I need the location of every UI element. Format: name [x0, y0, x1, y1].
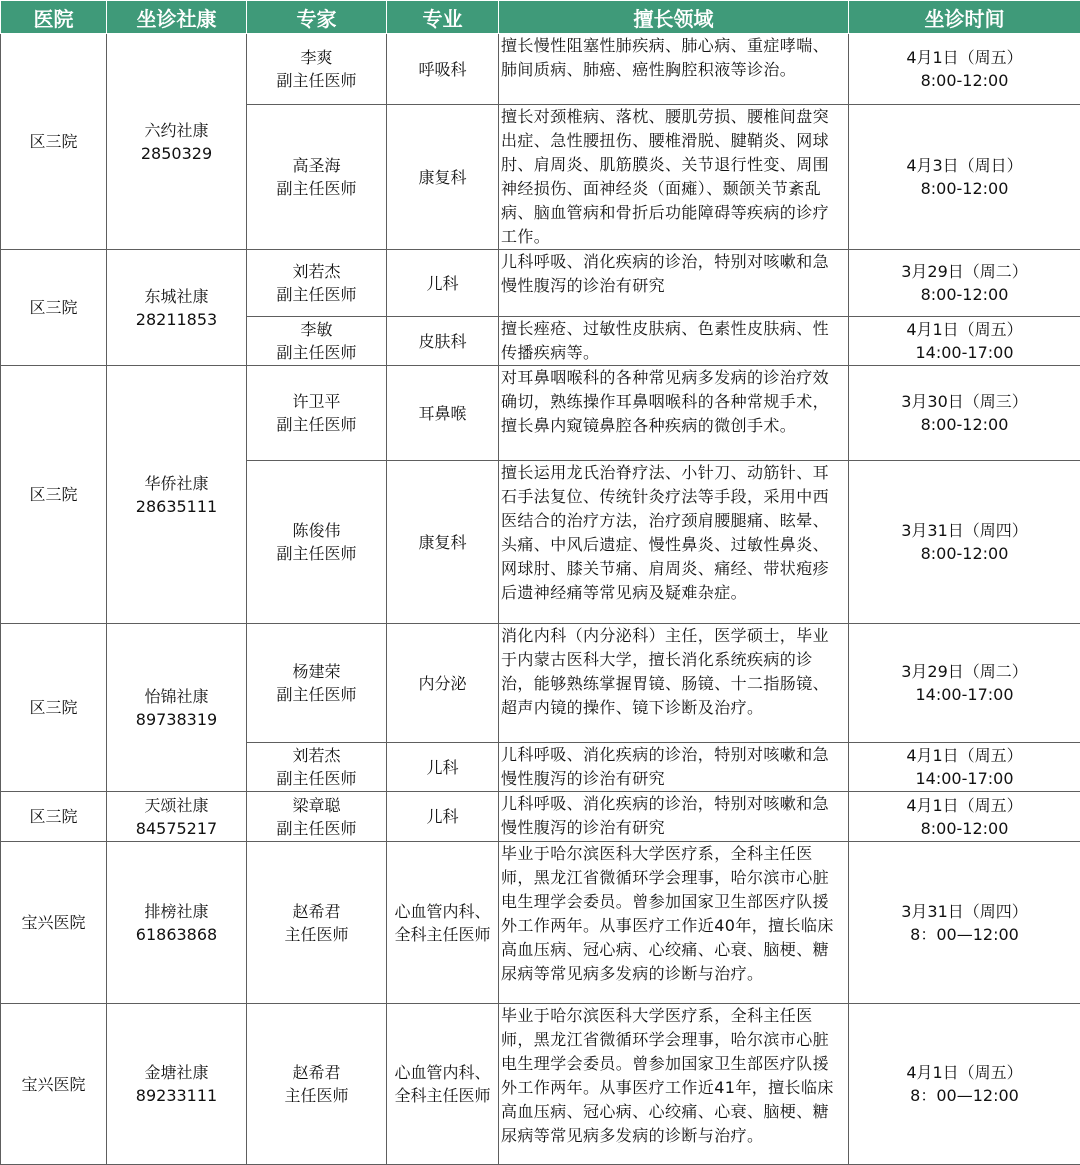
specialty-cell: 擅长慢性阻塞性肺疾病、肺心病、重症哮喘、肺间质病、肺癌、癌性胸腔积液等诊治。 [499, 34, 849, 105]
visit-date: 3月29日（周二） [849, 660, 1080, 683]
department-cell: 康复科 [387, 461, 499, 624]
community-phone: 61863868 [107, 923, 246, 946]
header-department: 专业 [387, 1, 499, 34]
hospital-cell: 区三院 [1, 792, 107, 842]
specialty-cell: 毕业于哈尔滨医科大学医疗系，全科主任医师，黑龙江省微循环学会理事，哈尔滨市心脏电生理学会委员。曾参加国家卫生部医疗队援外工作两年。从事医疗工作近40年，擅长临床高血压病、冠心病、心绞痛、心衰、脑梗、糖尿病等常见病多发病的诊断与治疗。 [499, 842, 849, 1004]
community-name: 六约社康 [107, 119, 246, 142]
community-name: 东城社康 [107, 285, 246, 308]
specialty-cell: 消化内科（内分泌科）主任，医学硕士，毕业于内蒙古医科大学，擅长消化系统疾病的诊治，能够熟练掌握胃镜、肠镜、十二指肠镜、超声内镜的操作、镜下诊断及治疗。 [499, 624, 849, 743]
visit-date: 4月1日（周五） [849, 46, 1080, 69]
expert-name: 许卫平 [247, 390, 386, 413]
time-cell [849, 461, 1080, 624]
table-row [1, 624, 1080, 743]
expert-cell [247, 842, 387, 1004]
expert-name: 李爽 [247, 46, 386, 69]
expert-cell [247, 461, 387, 624]
department-cell: 儿科 [387, 250, 499, 317]
expert-cell [247, 792, 387, 842]
header-row [1, 1, 1080, 34]
table-row [1, 1004, 1080, 1165]
expert-cell [247, 105, 387, 250]
time-cell [849, 842, 1080, 1004]
expert-title: 副主任医师 [247, 683, 386, 706]
specialty-cell: 擅长运用龙氏治脊疗法、小针刀、动筋针、耳石手法复位、传统针灸疗法等手段，采用中西医结合的治疗方法，治疗颈肩腰腿痛、眩晕、头痛、中风后遗症、慢性鼻炎、过敏性鼻炎、网球肘、膝关节痛、肩周炎、痛经、带状疱疹后遗神经痛等常见病及疑难杂症。 [499, 461, 849, 624]
hospital-cell: 区三院 [1, 366, 107, 624]
department-cell: 耳鼻喉 [387, 366, 499, 461]
time-cell [849, 792, 1080, 842]
header-time: 坐诊时间 [849, 1, 1080, 34]
community-name: 怡锦社康 [107, 685, 246, 708]
specialty-cell: 擅长痤疮、过敏性皮肤病、色素性皮肤病、性传播疾病等。 [499, 317, 849, 366]
visit-hours: 14:00-17:00 [849, 767, 1080, 790]
community-cell [107, 366, 247, 624]
visit-date: 3月31日（周四） [849, 519, 1080, 542]
department-cell: 内分泌 [387, 624, 499, 743]
expert-name: 梁章聪 [247, 794, 386, 817]
time-cell [849, 105, 1080, 250]
visit-hours: 8：00—12:00 [849, 923, 1080, 946]
visit-hours: 8:00-12:00 [849, 542, 1080, 565]
community-cell [107, 34, 247, 250]
visit-hours: 8:00-12:00 [849, 817, 1080, 840]
community-name: 华侨社康 [107, 472, 246, 495]
hospital-cell: 宝兴医院 [1, 842, 107, 1004]
community-name: 天颂社康 [107, 794, 246, 817]
time-cell [849, 1004, 1080, 1165]
hospital-cell: 区三院 [1, 34, 107, 250]
visit-date: 3月31日（周四） [849, 900, 1080, 923]
table-row [1, 34, 1080, 105]
visit-date: 4月1日（周五） [849, 1061, 1080, 1084]
community-phone: 89738319 [107, 708, 246, 731]
department-line: 全科主任医师 [387, 923, 498, 946]
visit-hours: 14:00-17:00 [849, 341, 1080, 364]
expert-cell [247, 366, 387, 461]
header-expert: 专家 [247, 1, 387, 34]
table-row [1, 842, 1080, 1004]
visit-hours: 14:00-17:00 [849, 683, 1080, 706]
expert-title: 副主任医师 [247, 413, 386, 436]
expert-title: 主任医师 [247, 923, 386, 946]
expert-name: 刘若杰 [247, 260, 386, 283]
community-cell [107, 842, 247, 1004]
department-cell: 儿科 [387, 792, 499, 842]
department-cell [387, 842, 499, 1004]
time-cell [849, 366, 1080, 461]
community-cell [107, 792, 247, 842]
department-cell: 呼吸科 [387, 34, 499, 105]
visit-hours: 8：00—12:00 [849, 1084, 1080, 1107]
department-cell [387, 1004, 499, 1165]
expert-cell [247, 317, 387, 366]
expert-cell [247, 250, 387, 317]
department-line: 心血管内科、 [387, 1061, 498, 1084]
specialty-cell: 擅长对颈椎病、落枕、腰肌劳损、腰椎间盘突出症、急性腰扭伤、腰椎滑脱、腱鞘炎、网球肘、肩周炎、肌筋膜炎、关节退行性变、周围神经损伤、面神经炎（面瘫）、颞颌关节紊乱病、脑血管病和骨折后功能障碍等疾病的诊疗工作。 [499, 105, 849, 250]
community-cell [107, 1004, 247, 1165]
community-phone: 84575217 [107, 817, 246, 840]
expert-name: 高圣海 [247, 154, 386, 177]
visit-date: 4月1日（周五） [849, 794, 1080, 817]
expert-title: 副主任医师 [247, 283, 386, 306]
expert-title: 副主任医师 [247, 767, 386, 790]
department-line: 心血管内科、 [387, 900, 498, 923]
community-cell [107, 250, 247, 366]
expert-name: 杨建荣 [247, 660, 386, 683]
community-cell [107, 624, 247, 792]
time-cell [849, 743, 1080, 792]
expert-title: 主任医师 [247, 1084, 386, 1107]
visit-hours: 8:00-12:00 [849, 69, 1080, 92]
community-name: 排榜社康 [107, 900, 246, 923]
department-cell: 康复科 [387, 105, 499, 250]
visit-date: 4月1日（周五） [849, 744, 1080, 767]
expert-cell [247, 34, 387, 105]
specialty-cell: 儿科呼吸、消化疾病的诊治，特别对咳嗽和急慢性腹泻的诊治有研究 [499, 250, 849, 317]
specialty-cell: 儿科呼吸、消化疾病的诊治，特别对咳嗽和急慢性腹泻的诊治有研究 [499, 792, 849, 842]
expert-cell [247, 1004, 387, 1165]
expert-title: 副主任医师 [247, 69, 386, 92]
table-row [1, 792, 1080, 842]
expert-title: 副主任医师 [247, 817, 386, 840]
expert-cell [247, 624, 387, 743]
community-name: 金塘社康 [107, 1061, 246, 1084]
expert-title: 副主任医师 [247, 542, 386, 565]
hospital-cell: 区三院 [1, 624, 107, 792]
expert-name: 李敏 [247, 318, 386, 341]
expert-name: 刘若杰 [247, 744, 386, 767]
header-specialty: 擅长领域 [499, 1, 849, 34]
community-phone: 28635111 [107, 495, 246, 518]
header-community: 坐诊社康 [107, 1, 247, 34]
specialty-cell: 对耳鼻咽喉科的各种常见病多发病的诊治疗效确切，熟练操作耳鼻咽喉科的各种常规手术，擅长鼻内窥镜鼻腔各种疾病的微创手术。 [499, 366, 849, 461]
time-cell [849, 250, 1080, 317]
expert-name: 陈俊伟 [247, 519, 386, 542]
department-cell: 皮肤科 [387, 317, 499, 366]
community-phone: 28211853 [107, 308, 246, 331]
expert-name: 赵希君 [247, 1061, 386, 1084]
visit-date: 4月3日（周日） [849, 154, 1080, 177]
visit-hours: 8:00-12:00 [849, 413, 1080, 436]
time-cell [849, 34, 1080, 105]
expert-cell [247, 743, 387, 792]
department-line: 全科主任医师 [387, 1084, 498, 1107]
time-cell [849, 317, 1080, 366]
department-cell: 儿科 [387, 743, 499, 792]
time-cell [849, 624, 1080, 743]
expert-title: 副主任医师 [247, 341, 386, 364]
visit-hours: 8:00-12:00 [849, 283, 1080, 306]
table-row [1, 366, 1080, 461]
expert-name: 赵希君 [247, 900, 386, 923]
specialty-cell: 儿科呼吸、消化疾病的诊治，特别对咳嗽和急慢性腹泻的诊治有研究 [499, 743, 849, 792]
visit-date: 3月29日（周二） [849, 260, 1080, 283]
specialty-cell: 毕业于哈尔滨医科大学医疗系，全科主任医师，黑龙江省微循环学会理事，哈尔滨市心脏电生理学会委员。曾参加国家卫生部医疗队援外工作两年。从事医疗工作近41年，擅长临床高血压病、冠心病、心绞痛、心衰、脑梗、糖尿病等常见病多发病的诊断与治疗。 [499, 1004, 849, 1165]
visit-date: 4月1日（周五） [849, 318, 1080, 341]
community-phone: 89233111 [107, 1084, 246, 1107]
expert-title: 副主任医师 [247, 177, 386, 200]
header-hospital: 医院 [1, 1, 107, 34]
hospital-cell: 区三院 [1, 250, 107, 366]
visit-hours: 8:00-12:00 [849, 177, 1080, 200]
community-phone: 2850329 [107, 142, 246, 165]
visit-date: 3月30日（周三） [849, 390, 1080, 413]
hospital-cell: 宝兴医院 [1, 1004, 107, 1165]
table-row [1, 250, 1080, 317]
